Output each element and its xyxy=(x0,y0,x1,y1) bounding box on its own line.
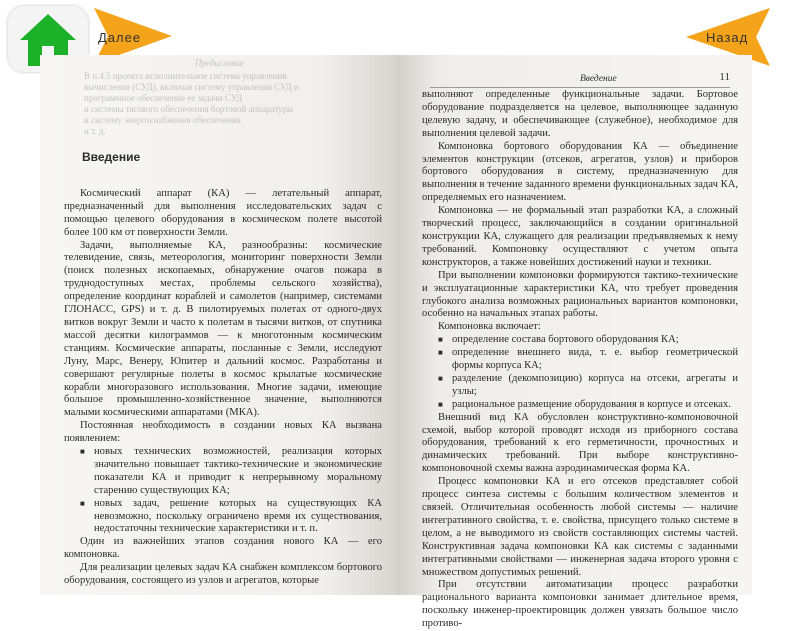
left-running-header: Предисловие xyxy=(195,58,244,68)
paragraph: Задачи, выполняемые КА, разнообразны: космические телевидение, связь, метеорология, мониторинг поверхности Земли (поиск полезных ископаемых, обнаружение очагов пожара в труднодоступных местах, проблемы сельского хозяйства), определение координат кораблей и самолетов (например, системами ГЛОНАСС, GPS) и т. д. В пилотируемых полетах от одного-двух витков вокруг Земли и часто к полетам в тысячи витков, от спутника массой десятки килограммов — к многотонным космическим станциям. Космические аппараты, посланные с Земли, исследуют Луну, Марс, Венеру, Юпитер и дальний космос. Разработаны и совершают регулярные полеты в космос крылатые космические корабли многоразового использования. Многие задачи, имеющие большое промышленно-хозяйственное значение, выполняются малыми космическими аппаратами (МКА). xyxy=(64,239,382,419)
right-page-body xyxy=(422,89,738,631)
book-spread xyxy=(40,55,752,630)
right-running-header xyxy=(430,73,730,88)
paragraph: При выполнении компоновки формируются тактико-технические и эксплуатационные характеристики КА, что требует проведения глубокого анализа возможных рациональных вариантов компоновки, особенно на начальных этапах работы. xyxy=(422,269,738,320)
bleed-through-text: В п.4.5 проекта исполнительное система управления вычисления (СУД), включая систему управления СУД и программное обеспечение ее задачи СУД и системы тягового обеспечения бортовой аппаратуры и систему энергоснабжения обеспечения и т. д. xyxy=(84,71,299,136)
left-page xyxy=(40,55,396,595)
paragraph: Компоновка включает: xyxy=(438,321,541,333)
paragraph: выполняют определенные функциональные задачи. Бортовое оборудование подразделяется на целевое, выполняющее заданную целевую задачу, и обеспечивающее (служебное), необходимое для выполнения целевой задачи. xyxy=(422,89,738,139)
bullet-list xyxy=(422,334,738,411)
paragraph: При отсутствии автоматизации процесс разработки рационального варианта компоновки занимает длительное время, поскольку инженер-проектировщик должен увязать большое число противо- xyxy=(422,579,738,630)
left-page-body xyxy=(64,151,382,588)
bullet-list xyxy=(64,446,382,536)
list-item: ■ определение состава бортового оборудования КА; xyxy=(452,334,738,347)
next-label: Далее xyxy=(98,30,142,45)
section-title: Введение xyxy=(82,150,141,164)
list-item: ■ разделение (декомпозицию) корпуса на отсеки, агрегаты и узлы; xyxy=(452,373,738,399)
paragraph: Для реализации целевых задач КА снабжен комплексом бортового оборудования, состоящего из узлов и агрегатов, которые xyxy=(64,562,382,587)
paragraph: Процесс компоновки КА и его отсеков представляет собой процесс синтеза системы с большим количеством элементов и связей. Отличительная особенность любой системы — наличие интегративного свойства, т. е. свойства, присущего только системе в целом, а не выводимого из свойств составляющих системы частей. Конструктивная задача компоновки КА как системы с заданными интегративными свойствами — инженерная задача второго уровня с множеством допустимых решений. xyxy=(422,476,738,578)
paragraph: Один из важнейших этапов создания нового КА — его компоновка. xyxy=(64,536,382,561)
list-item: ■ рациональное размещение оборудования в корпусе и отсеках. xyxy=(452,399,738,412)
list-item: ■ новых задач, решение которых на существующих КА невозможно, поскольку ограничено время их существования, недостаточны технические характеристики и т. п. xyxy=(94,498,382,537)
back-label: Назад xyxy=(706,30,749,45)
list-item: ■ новых технических возможностей, реализация которых значительно повышает тактико-технические и экономические показатели КА и приводит к непрерывному моральному старению существующих КА; xyxy=(94,446,382,498)
paragraph: Внешний вид КА обусловлен конструктивно-компоновочной схемой, выбор которой проводят исходя из приборного состава оборудования, требований к его герметичности, прочностных и динамических требований. При выборе конструктивно-компоновочной схемы важна аэродинамическая форма КА. xyxy=(422,411,738,475)
page-number: 11 xyxy=(719,71,730,83)
paragraph: Космический аппарат (КА) — летательный аппарат, предназначенный для выполнения исследовательских задач с помощью целевого оборудования в космическом полете высотой более 100 км от поверхности Земли. xyxy=(64,187,382,238)
right-page xyxy=(396,55,752,630)
running-title: Введение xyxy=(580,74,617,84)
list-item: ■ определение внешнего вида, т. е. выбор геометрической формы корпуса КА; xyxy=(452,347,738,373)
paragraph: Компоновка бортового оборудования КА — объединение элементов конструкции (отсеков, агрегатов, узлов) и приборов бортового оборудования в систему, предназначенную для выполнения в течение заданного времени функциональных задач КА, определяемых его назначением. xyxy=(422,140,738,204)
paragraph: Постоянная необходимость в создании новых КА вызвана появлением: xyxy=(64,420,382,445)
paragraph: Компоновка — не формальный этап разработки КА, а сложный творческий процесс, заключающийся в создании оригинальной конструкции КА, служащего для реализации предъявляемых к нему требований. Компоновку осуществляют с учетом опыта конструкторов, а также новейших достижений науки и техники. xyxy=(422,205,738,268)
